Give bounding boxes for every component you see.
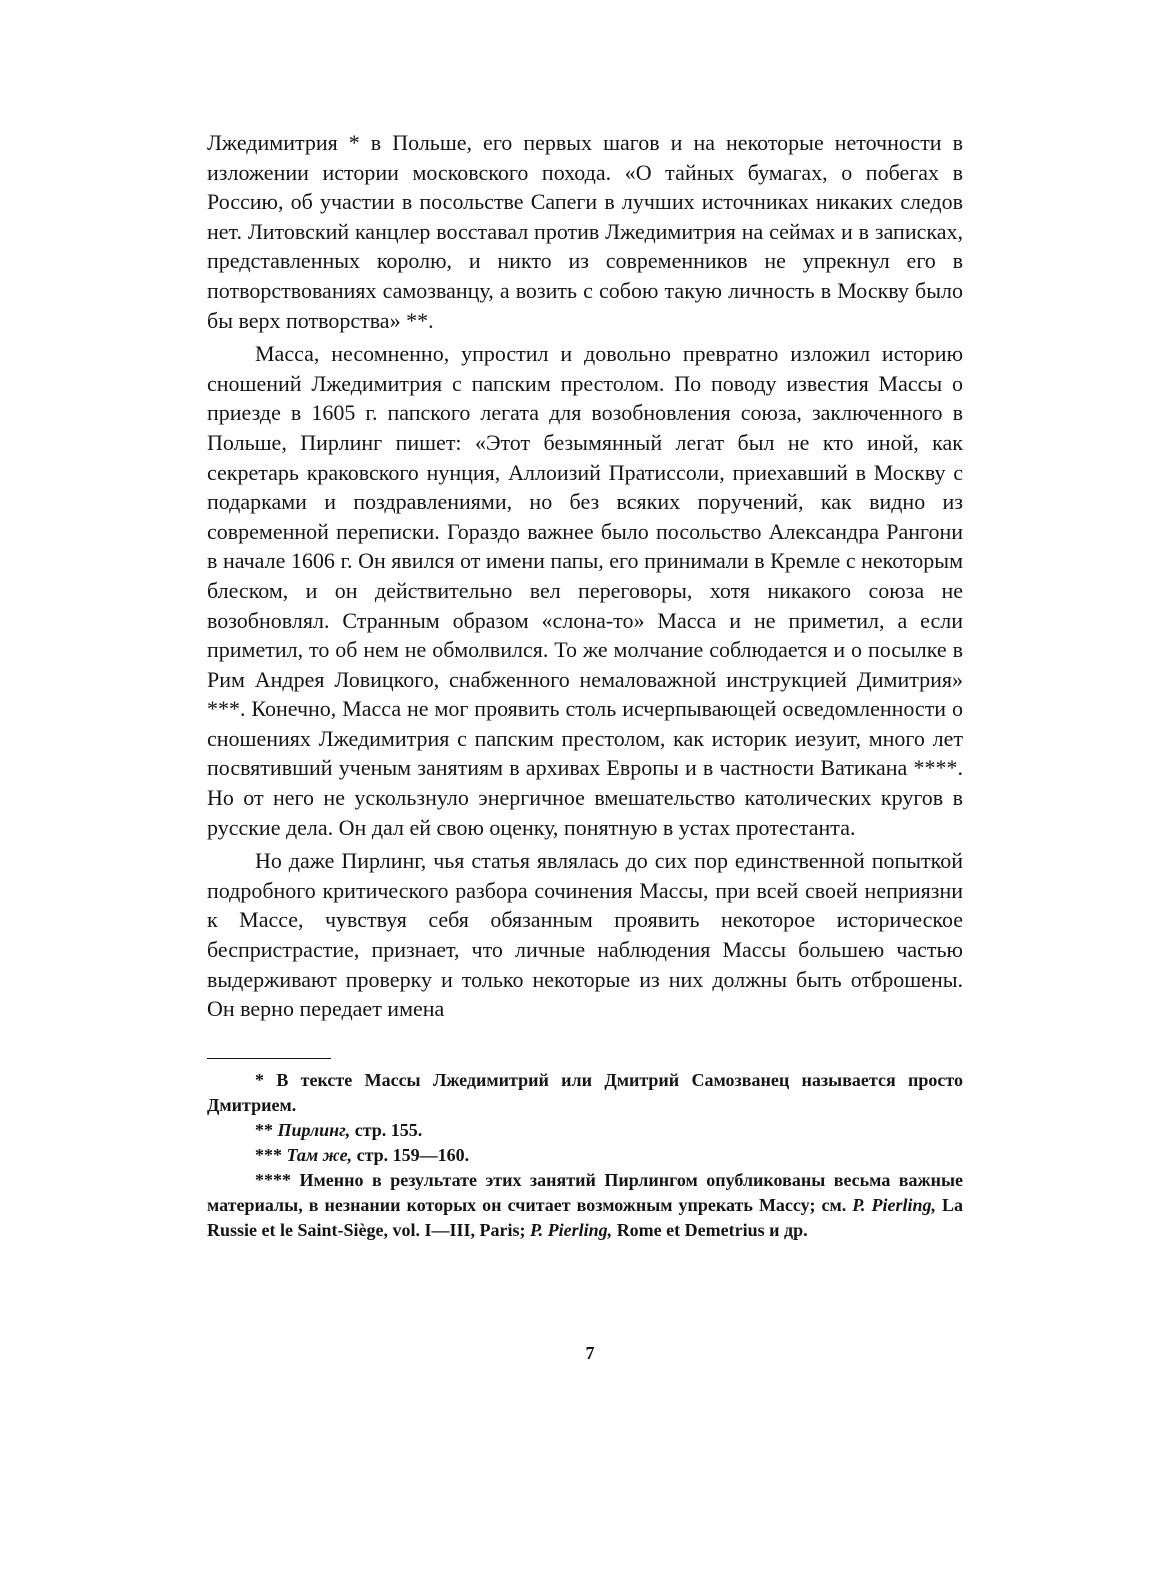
footnote-4 [207, 1168, 963, 1243]
footnote-2 [207, 1118, 963, 1143]
footnote-1 [207, 1068, 963, 1118]
footnote-title: La Russie et le Saint-Siège, vol. I—III, Paris; [207, 1194, 964, 1240]
footnote-mark: * [255, 1069, 264, 1090]
page-number: 7 [585, 1343, 595, 1363]
footnote-mark: *** [255, 1144, 282, 1165]
paragraph-3: Но даже Пирлинг, чья статья являлась до сих пор единственной попыткой подробного критического разбора сочинения Массы, при всей своей неприязни к Массе, чувствуя себя обязанным проявить некоторое историческое беспристрастие, признает, что личные наблюдения Массы большею частью выдерживают проверку и только некоторые из них должны быть отброшены. Он верно передает имена [207, 848, 963, 1022]
footnote-text: Именно в результате этих занятий Пирлингом опубликованы весьма важные материалы, в незнании которых он считает возможным упрекать Массу; см. [207, 1169, 963, 1215]
main-text [207, 128, 963, 1024]
paragraph-1: Лжедимитрия * в Польше, его первых шагов и на некоторые неточности в изложении истории московского похода. «О тайных бумагах, о побегах в Россию, об участии в посольстве Сапеги в лучших источниках никаких следов нет. Литовский канцлер восставал против Лжедимитрия на сеймах и в записках, представленных королю, и никто из современников не упрекнул его в потворствованиях самозванцу, а возить с собою такую личность в Москву было бы верх потворства» **. [207, 130, 963, 333]
footnote-source: Пирлинг, [277, 1119, 351, 1140]
footnote-title: Rome et Demetrius и др. [616, 1219, 808, 1240]
footnote-author: P. Pierling, [530, 1219, 613, 1240]
document-page [207, 128, 963, 1243]
footnote-divider [207, 1058, 331, 1059]
footnote-mark: ** [255, 1119, 273, 1140]
footnote-text: стр. 155. [354, 1119, 423, 1140]
footnote-text: стр. 159—160. [356, 1144, 470, 1165]
footnote-3 [207, 1143, 963, 1168]
paragraph-2: Масса, несомненно, упростил и довольно превратно изложил историю сношений Лжедимитрия с папским престолом. По поводу известия Массы о приезде в 1605 г. папского легата для возобновления союза, заключенного в Польше, Пирлинг пишет: «Этот безымянный легат был не кто иной, как секретарь краковского нунция, Аллоизий Пратиссоли, приехавший в Москву с подарками и поздравлениями, но без всяких поручений, как видно из современной переписки. Гораздо важнее было посольство Александра Рангони в начале 1606 г. Он явился от имени папы, его принимали в Кремле с некоторым блеском, и он действительно вел переговоры, хотя никакого союза не возобновлял. Странным образом «слона-то» Масса и не приметил, а если приметил, то об нем не обмолвился. То же молчание соблюдается и о посылке в Рим Андрея Ловицкого, снабженного немаловажной инструкцией Димитрия» ***. Конечно, Масса не мог проявить столь исчерпывающей осведомленности о сношениях Лжедимитрия с папским престолом, как историк иезуит, много лет посвятивший ученым занятиям в архивах Европы и в частности Ватикана ****. Но от него не ускользнуло энергичное вмешательство католических кругов в русские дела. Он дал ей свою оценку, понятную в устах протестанта. [207, 341, 963, 840]
footnote-source: Там же, [286, 1144, 353, 1165]
footnote-text: В тексте Массы Лжедимитрий или Дмитрий Самозванец называется просто Дмитрием. [207, 1069, 964, 1115]
footnote-author: P. Pierling, [852, 1194, 936, 1215]
footnote-mark: **** [255, 1169, 291, 1190]
footnotes [207, 1068, 963, 1243]
